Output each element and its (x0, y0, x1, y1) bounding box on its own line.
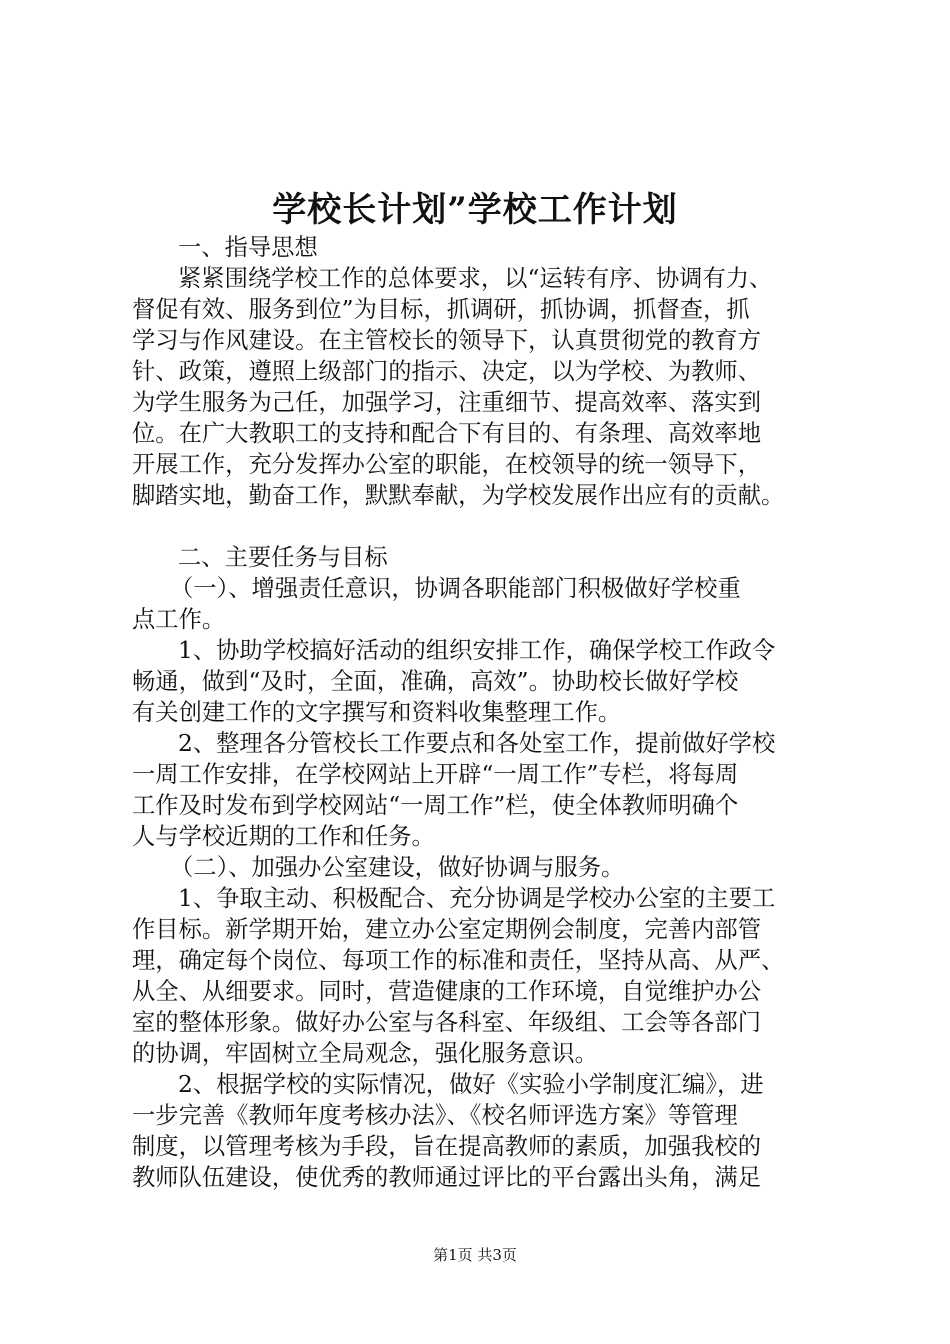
page-footer: 第1页 共3页 (433, 1246, 517, 1264)
body-line: （一）、增强责任意识，协调各职能部门积极做好学校重 (170, 575, 741, 602)
body-line: 位。在广大教职工的支持和配合下有目的、有条理、高效率地 (132, 420, 762, 447)
document-title: 学校长计划”学校工作计划 (272, 190, 678, 230)
body-line: 为学生服务为己任，加强学习，注重细节、提高效率、落实到 (132, 389, 762, 416)
body-line: 有关创建工作的文字撰写和资料收集整理工作。 (132, 699, 622, 726)
body-line: 开展工作，充分发挥办公室的职能，在校领导的统一领导下， (132, 451, 762, 478)
body-line: 2、根据学校的实际情况，做好《实验小学制度汇编》，进 (178, 1071, 764, 1098)
body-line: 制度，以管理考核为手段，旨在提高教师的素质，加强我校的 (132, 1133, 762, 1160)
document-body (132, 232, 852, 1193)
body-line: 点工作。 (132, 606, 226, 633)
body-line: 工作及时发布到学校网站“一周工作”栏，使全体教师明确个 (132, 792, 739, 819)
body-line: 脚踏实地，勤奋工作，默默奉献，为学校发展作出应有的贡献。 (132, 482, 785, 509)
body-line: 畅通，做到“及时，全面，准确，高效”。协助校长做好学校 (132, 668, 739, 695)
body-line: 一周工作安排，在学校网站上开辟“一周工作”专栏，将每周 (132, 761, 739, 788)
body-line: 人与学校近期的工作和任务。 (132, 823, 435, 850)
body-line: 作目标。新学期开始，建立办公室定期例会制度，完善内部管 (132, 916, 762, 943)
body-line: 二、主要任务与目标 (178, 544, 388, 571)
body-line: 理，确定每个岗位、每项工作的标准和责任，坚持从高、从严、 (132, 947, 785, 974)
blank-line (132, 511, 852, 542)
body-line: 1、争取主动、积极配合、充分协调是学校办公室的主要工 (178, 885, 776, 912)
body-line: 一步完善《教师年度考核办法》、《校名师评选方案》等管理 (132, 1102, 738, 1129)
body-line: （二）、加强办公室建设，做好协调与服务。 (170, 854, 625, 881)
body-line: 学习与作风建设。在主管校长的领导下，认真贯彻党的教育方 (132, 327, 762, 354)
body-line: 一、指导思想 (178, 234, 318, 261)
body-line: 的协调，牢固树立全局观念，强化服务意识。 (132, 1040, 598, 1067)
body-line: 从全、从细要求。同时，营造健康的工作环境，自觉维护办公 (132, 978, 762, 1005)
body-line: 室的整体形象。做好办公室与各科室、年级组、工会等各部门 (132, 1009, 762, 1036)
body-line: 紧紧围绕学校工作的总体要求，以“运转有序、协调有力、 (178, 265, 773, 292)
body-line: 2、整理各分管校长工作要点和各处室工作，提前做好学校 (178, 730, 776, 757)
body-line: 针、政策，遵照上级部门的指示、决定，以为学校、为教师、 (132, 358, 762, 385)
body-line: 督促有效、服务到位”为目标，抓调研，抓协调，抓督查，抓 (132, 296, 750, 323)
body-line: 1、协助学校搞好活动的组织安排工作，确保学校工作政令 (178, 637, 776, 664)
body-line: 教师队伍建设，使优秀的教师通过评比的平台露出头角，满足 (132, 1164, 762, 1191)
